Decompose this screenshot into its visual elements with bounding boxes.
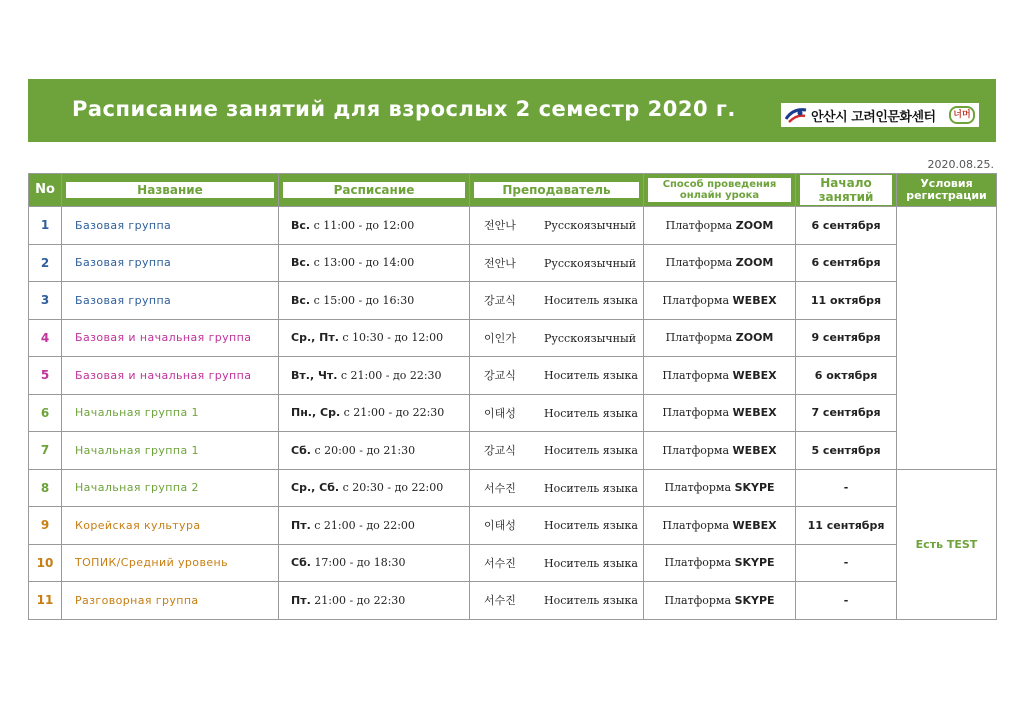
- teacher-cell: [470, 394, 644, 432]
- header-conditions: Условия регистрации: [897, 174, 997, 207]
- table-row: [29, 319, 997, 357]
- teacher-cell: [470, 432, 644, 470]
- row-number: 3: [29, 282, 62, 320]
- page-title: Расписание занятий для взрослых 2 семестр 2020 г.: [72, 97, 736, 121]
- method-prefix: Платформа: [664, 556, 732, 570]
- method-prefix: Платформа: [662, 368, 730, 382]
- platform-name: SKYPE: [734, 481, 775, 495]
- teacher-language: Носитель языка: [544, 294, 638, 308]
- schedule-time: с 21:00 - до 22:00: [314, 518, 415, 532]
- teacher-name: 이인가: [484, 331, 516, 345]
- schedule-days: Ср., Пт.: [291, 331, 339, 345]
- method-prefix: Платформа: [662, 406, 730, 420]
- teacher-language: Носитель языка: [544, 369, 638, 383]
- platform-name: ZOOM: [735, 331, 774, 345]
- table-row: [29, 507, 997, 545]
- platform-name: SKYPE: [734, 556, 775, 570]
- method-cell: [644, 432, 796, 470]
- start-date: -: [796, 469, 897, 507]
- teacher-cell: [470, 207, 644, 245]
- method-prefix: Платформа: [665, 256, 733, 270]
- method-cell: [644, 469, 796, 507]
- group-name: Базовая группа: [62, 282, 279, 320]
- method-prefix: Платформа: [665, 331, 733, 345]
- teacher-name: 이태성: [484, 519, 516, 533]
- schedule-cell: [279, 357, 470, 395]
- method-cell: [644, 357, 796, 395]
- schedule-cell: [279, 244, 470, 282]
- schedule-cell: [279, 207, 470, 245]
- start-date: 6 октября: [796, 357, 897, 395]
- schedule-time: с 21:00 - до 22:30: [343, 406, 445, 420]
- table-row: [29, 244, 997, 282]
- teacher-cell: [470, 469, 644, 507]
- group-name: Базовая и начальная группа: [62, 357, 279, 395]
- start-date: -: [796, 582, 897, 620]
- start-date: 6 сентября: [796, 244, 897, 282]
- platform-name: ZOOM: [735, 256, 774, 270]
- group-name: Начальная группа 1: [62, 432, 279, 470]
- group-name: Начальная группа 2: [62, 469, 279, 507]
- group-name: Базовая группа: [62, 207, 279, 245]
- row-number: 6: [29, 394, 62, 432]
- schedule-days: Вс.: [291, 256, 311, 270]
- schedule-days: Ср., Сб.: [291, 481, 340, 495]
- group-name: Начальная группа 1: [62, 394, 279, 432]
- method-cell: [644, 207, 796, 245]
- conditions-empty: [897, 207, 997, 470]
- schedule-cell: [279, 432, 470, 470]
- schedule-time: с 13:00 - до 14:00: [313, 256, 415, 270]
- schedule-cell: [279, 319, 470, 357]
- schedule-time: с 20:30 - до 22:00: [342, 481, 444, 495]
- schedule-table: [28, 173, 997, 620]
- table-header-row: [29, 174, 997, 207]
- row-number: 9: [29, 507, 62, 545]
- method-prefix: Платформа: [664, 481, 732, 495]
- schedule-time: 17:00 - до 18:30: [314, 556, 406, 570]
- schedule-cell: [279, 394, 470, 432]
- schedule-cell: [279, 582, 470, 620]
- teacher-name: 이태성: [484, 406, 516, 420]
- row-number: 8: [29, 469, 62, 507]
- teacher-language: Носитель языка: [544, 556, 638, 570]
- document-date: 2020.08.25.: [927, 158, 994, 171]
- schedule-days: Вс.: [291, 293, 311, 307]
- teacher-cell: [470, 582, 644, 620]
- method-cell: [644, 282, 796, 320]
- table-row: [29, 357, 997, 395]
- platform-name: SKYPE: [734, 593, 775, 607]
- table-row: [29, 432, 997, 470]
- platform-name: WEBEX: [732, 293, 777, 307]
- title-banner: [28, 79, 996, 142]
- schedule-cell: [279, 507, 470, 545]
- row-number: 11: [29, 582, 62, 620]
- group-name: ТОПИК/Средний уровень: [62, 544, 279, 582]
- logo-badge: 너머: [949, 106, 975, 124]
- schedule-days: Пн., Ср.: [291, 406, 341, 420]
- teacher-language: Русскоязычный: [544, 256, 637, 270]
- method-cell: [644, 244, 796, 282]
- method-cell: [644, 394, 796, 432]
- header-method: Способ проведения онлайн урока: [644, 174, 796, 207]
- teacher-language: Носитель языка: [544, 444, 638, 458]
- conditions-test: Есть TEST: [897, 469, 997, 619]
- method-prefix: Платформа: [662, 443, 730, 457]
- schedule-time: с 15:00 - до 16:30: [313, 293, 415, 307]
- schedule-days: Вс.: [291, 218, 311, 232]
- schedule-time: с 20:00 - до 21:30: [314, 443, 416, 457]
- header-name: Название: [62, 174, 279, 207]
- teacher-name: 강교식: [484, 444, 516, 458]
- row-number: 7: [29, 432, 62, 470]
- center-logo: [781, 103, 979, 127]
- table-row: [29, 394, 997, 432]
- teacher-cell: [470, 244, 644, 282]
- teacher-cell: [470, 544, 644, 582]
- schedule-cell: [279, 282, 470, 320]
- teacher-language: Носитель языка: [544, 406, 638, 420]
- teacher-name: 서수진: [484, 594, 516, 608]
- header-start: Начало занятий: [796, 174, 897, 207]
- start-date: -: [796, 544, 897, 582]
- platform-name: WEBEX: [732, 368, 777, 382]
- teacher-language: Носитель языка: [544, 519, 638, 533]
- schedule-time: с 11:00 - до 12:00: [313, 218, 415, 232]
- table-row: [29, 469, 997, 507]
- group-name: Корейская культура: [62, 507, 279, 545]
- schedule-days: Сб.: [291, 556, 311, 570]
- schedule-time: с 21:00 - до 22:30: [340, 368, 442, 382]
- schedule-time: с 10:30 - до 12:00: [342, 331, 444, 345]
- start-date: 5 сентября: [796, 432, 897, 470]
- row-number: 10: [29, 544, 62, 582]
- header-teacher: Преподаватель: [470, 174, 644, 207]
- group-name: Базовая и начальная группа: [62, 319, 279, 357]
- teacher-cell: [470, 319, 644, 357]
- platform-name: WEBEX: [732, 443, 777, 457]
- logo-text: 안산시 고려인문화센터: [811, 109, 936, 125]
- table-row: [29, 544, 997, 582]
- method-prefix: Платформа: [664, 593, 732, 607]
- platform-name: WEBEX: [732, 406, 777, 420]
- header-no: No: [29, 174, 62, 207]
- start-date: 6 сентября: [796, 207, 897, 245]
- teacher-name: 전안나: [484, 219, 516, 233]
- teacher-language: Носитель языка: [544, 594, 638, 608]
- teacher-language: Русскоязычный: [544, 331, 637, 345]
- teacher-name: 서수진: [484, 556, 516, 570]
- teacher-language: Носитель языка: [544, 481, 638, 495]
- schedule-days: Вт., Чт.: [291, 368, 338, 382]
- teacher-name: 전안나: [484, 256, 516, 270]
- table-row: [29, 282, 997, 320]
- table-row: [29, 582, 997, 620]
- schedule-days: Сб.: [291, 443, 311, 457]
- group-name: Базовая группа: [62, 244, 279, 282]
- teacher-language: Русскоязычный: [544, 219, 637, 233]
- platform-name: ZOOM: [735, 218, 774, 232]
- teacher-cell: [470, 357, 644, 395]
- schedule-days: Пт.: [291, 593, 311, 607]
- method-prefix: Платформа: [665, 218, 733, 232]
- teacher-cell: [470, 282, 644, 320]
- row-number: 1: [29, 207, 62, 245]
- header-schedule: Расписание: [279, 174, 470, 207]
- schedule-cell: [279, 544, 470, 582]
- start-date: 11 сентября: [796, 507, 897, 545]
- start-date: 9 сентября: [796, 319, 897, 357]
- method-prefix: Платформа: [662, 293, 730, 307]
- teacher-name: 서수진: [484, 481, 516, 495]
- table-row: [29, 207, 997, 245]
- group-name: Разговорная группа: [62, 582, 279, 620]
- method-cell: [644, 582, 796, 620]
- teacher-cell: [470, 507, 644, 545]
- teacher-name: 강교식: [484, 369, 516, 383]
- row-number: 4: [29, 319, 62, 357]
- row-number: 5: [29, 357, 62, 395]
- schedule-time: 21:00 - до 22:30: [314, 593, 406, 607]
- start-date: 7 сентября: [796, 394, 897, 432]
- schedule-days: Пт.: [291, 518, 311, 532]
- platform-name: WEBEX: [732, 518, 777, 532]
- method-cell: [644, 507, 796, 545]
- row-number: 2: [29, 244, 62, 282]
- schedule-cell: [279, 469, 470, 507]
- method-cell: [644, 544, 796, 582]
- method-cell: [644, 319, 796, 357]
- start-date: 11 октября: [796, 282, 897, 320]
- method-prefix: Платформа: [662, 518, 730, 532]
- logo-mark-icon: [785, 106, 807, 124]
- teacher-name: 강교식: [484, 294, 516, 308]
